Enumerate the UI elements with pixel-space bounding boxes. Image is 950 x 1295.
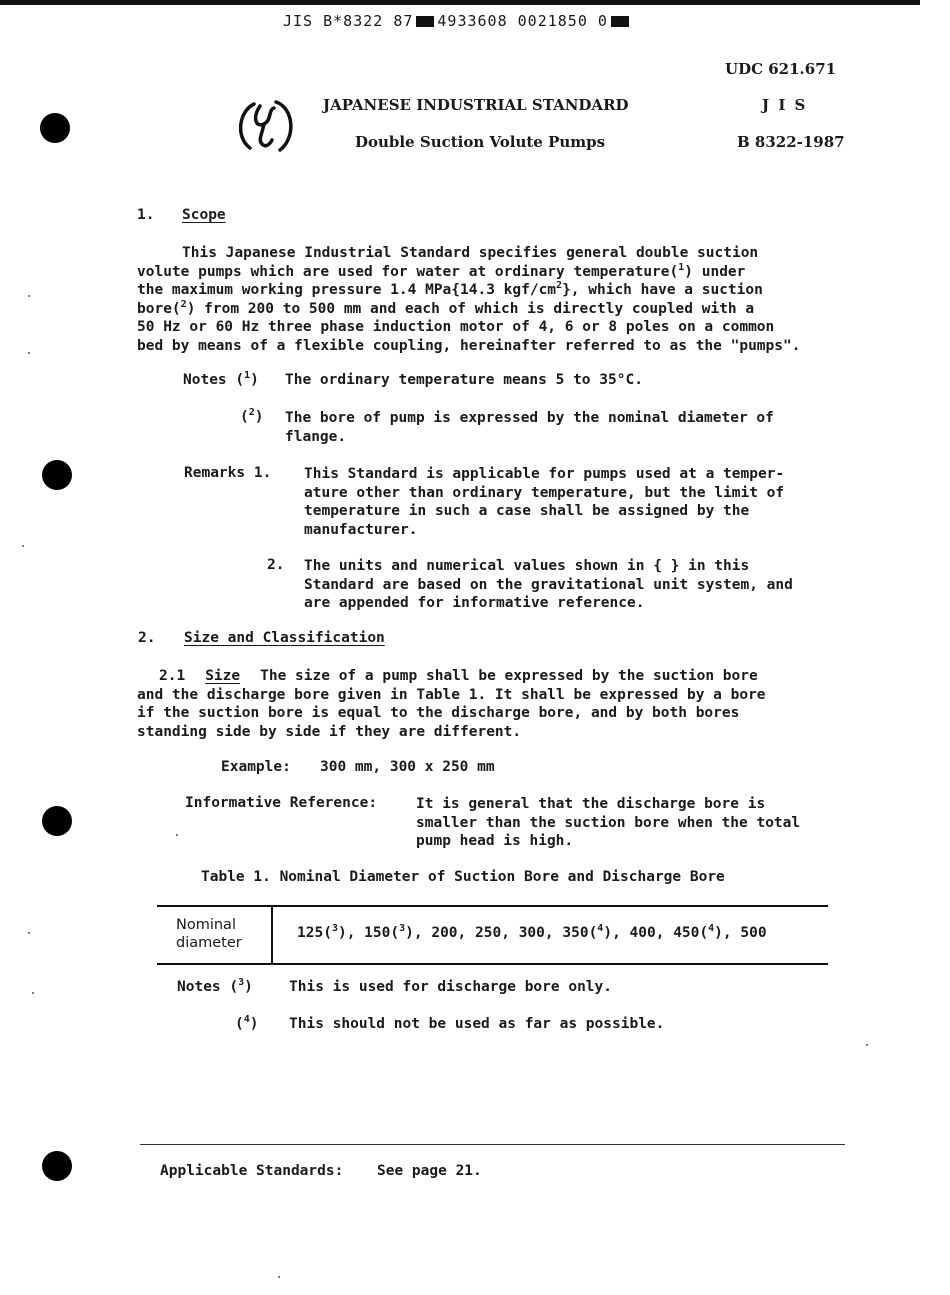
jis-logo-icon: [234, 94, 298, 156]
top-border: [0, 0, 920, 5]
punch-hole: [40, 113, 70, 143]
section-heading: Scope: [182, 207, 226, 223]
note-3: This is used for discharge bore only.: [289, 979, 613, 995]
section-heading: Size and Classification: [184, 630, 385, 646]
table-values-cell: 125($^3$), 150($^3$), 200, 250, 300, 350($^4$), 400, 450($^4$), 500: [297, 923, 767, 941]
table-value: 400: [629, 925, 656, 941]
remark-1: This Standard is applicable for pumps used at a temper- ature other than ordinary temperature, but the limit of temperature in such a case shall be assigned by the manufacturer.: [304, 466, 785, 538]
standard-number: B 8322-1987: [737, 133, 845, 151]
note-4-mark: ($^4$): [235, 1014, 259, 1032]
note-2: The bore of pump is expressed by the nominal diameter of flange.: [285, 410, 774, 445]
note-1: The ordinary temperature means 5 to 35°C.: [285, 372, 643, 388]
document-code: JIS B*8322 87 4933608 0021850 0: [283, 12, 632, 30]
jis-label: J I S: [762, 96, 808, 114]
punch-hole: [42, 1151, 72, 1181]
table-header-cell: Nominal diameter: [157, 907, 273, 963]
section-number: 2.: [138, 630, 156, 646]
organization-name: JAPANESE INDUSTRIAL STANDARD: [323, 96, 629, 114]
table-value: 200: [431, 925, 458, 941]
example-label: Example:: [221, 759, 291, 775]
scope-paragraph: This Japanese Industrial Standard specifies general double suction volute pumps which are used for water at ordinary temperature($^1$) under the maximum working pressure 1.4 MPa{14.3 kgf/$cm^2$}, which have a suction bore($^2$) from 200 to 500 mm and each of which is directly coupled with a 50 Hz or 60 Hz three phase induction motor of 4, 6 or 8 poles on a common bed by means of a flexible coupling, hereinafter referred to as the "pumps".: [137, 245, 801, 354]
notes-label: Notes ($^1$): [183, 370, 259, 388]
size-paragraph: 2.1 Size The size of a pump shall be expressed by the suction bore and the discharge bore given in Table 1. It shall be expressed by a bore if the suction bore is equal to the discharge bore, and by both bores standing side by side if they are different.: [137, 668, 766, 740]
document-title: Double Suction Volute Pumps: [355, 133, 606, 151]
note-4: This should not be used as far as possible.: [289, 1016, 665, 1032]
table-value: 350($^4$): [562, 923, 613, 941]
table-value: 500: [740, 925, 767, 941]
table-value: 300: [518, 925, 545, 941]
example-text: 300 mm, 300 x 250 mm: [320, 759, 495, 775]
footer-label: Applicable Standards:: [160, 1163, 344, 1179]
remarks-label: Remarks 1.: [184, 465, 272, 481]
udc-number: UDC 621.671: [725, 60, 837, 78]
table-caption: Table 1. Nominal Diameter of Suction Bore and Discharge Bore: [201, 869, 725, 885]
footer-divider: [140, 1144, 845, 1145]
table-1: [157, 905, 828, 965]
punch-hole: [42, 806, 72, 836]
remark-2-number: 2.: [267, 557, 285, 573]
table-value: 150($^3$): [364, 923, 414, 941]
table-value: 450($^4$): [673, 923, 723, 941]
informative-reference: It is general that the discharge bore is smaller than the suction bore when the total pump head is high.: [416, 796, 801, 849]
remark-2: The units and numerical values shown in { } in this Standard are based on the gravitational unit system, and are appended for informative reference.: [304, 558, 793, 611]
notes-label: Notes ($^3$): [177, 977, 253, 995]
table-value: 125($^3$): [297, 923, 347, 941]
table-value: 250: [475, 925, 502, 941]
informative-reference-label: Informative Reference:: [185, 795, 378, 811]
footer-text: See page 21.: [377, 1163, 482, 1179]
section-number: 1.: [137, 207, 155, 223]
punch-hole: [42, 460, 72, 490]
note-2-mark: ($^2$): [240, 407, 264, 425]
